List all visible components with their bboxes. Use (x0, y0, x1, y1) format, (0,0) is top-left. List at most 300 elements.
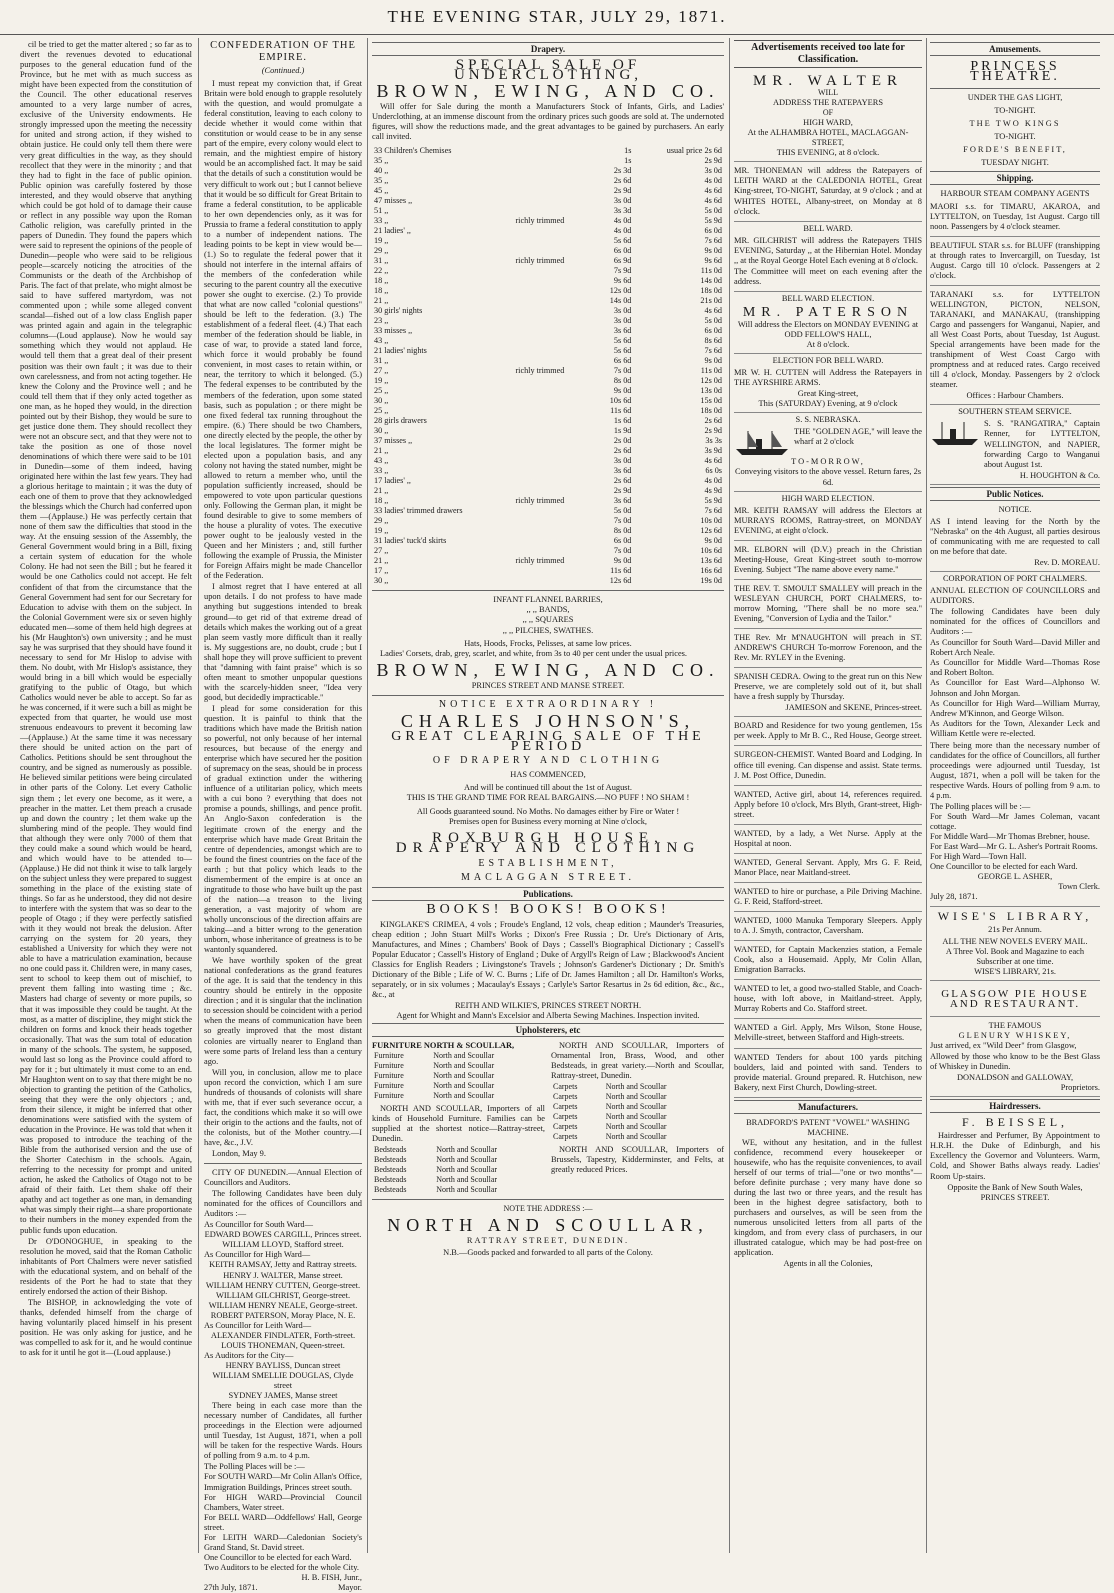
list-item (551, 1082, 724, 1092)
table-cell (513, 416, 594, 426)
table-cell: North and Scoullar (605, 1132, 667, 1142)
table-cell: 12s 6d (609, 576, 632, 586)
theatre-line: UNDER THE GAS LIGHT, (967, 93, 1063, 103)
table-cell: North and Scoullar (433, 1091, 495, 1101)
table-cell (513, 566, 594, 576)
polling-place: For South Ward—Mr James Coleman, vacant cottage. (930, 812, 1100, 832)
bedsteads-list (372, 1145, 545, 1195)
flannel-line: INFANT FLANNEL BARRIES, (493, 595, 603, 605)
table-row (372, 576, 724, 586)
table-cell: 8s 0d (613, 376, 632, 386)
table-cell: 5s 9d (704, 496, 722, 506)
divider (372, 1199, 724, 1200)
table-cell: 51 ,, (374, 206, 389, 216)
table-row (372, 156, 724, 166)
ad-title: WISE'S LIBRARY, (937, 908, 1093, 923)
table-cell: 10s 6d (700, 546, 722, 556)
table-cell: Carpets (553, 1122, 578, 1132)
table-row (372, 536, 724, 546)
table-cell (513, 316, 594, 326)
table-cell: 19 ,, (374, 236, 389, 246)
table-cell: 2s 9d (613, 486, 632, 496)
table-cell: 28 girls drawers (374, 416, 427, 426)
table-row (372, 306, 724, 316)
table-cell: 2s 3d (613, 166, 632, 176)
table-cell: 40 ,, (374, 166, 389, 176)
table-row (372, 186, 724, 196)
candidate-line: As Auditors for the Town, Alexander Leck and William Kettle were re-elected. (930, 718, 1100, 738)
table-cell: 37 misses ,, (374, 436, 413, 446)
ad-heading: BELL WARD ELECTION. (781, 293, 875, 303)
ad-text: ANNUAL ELECTION OF COUNCILLORS and AUDITORS. (930, 586, 1100, 606)
table-cell: Carpets (553, 1082, 578, 1092)
section-heading: Drapery. (372, 42, 724, 56)
candidate-line: As Auditors for the City— (204, 1350, 294, 1360)
table-cell: 5s 6d (613, 336, 632, 346)
polling-place: One Councillor to be elected for each Ward. (930, 862, 1078, 872)
article-paragraph: We have worthily spoken of the great national confederations as the grand features of the age. It is said that the tendency in this country should be entirely in the opposite direction ; and it is singular that the inclination to secession should be coincident with a period when the means of communication have been so greatly improved that the most distant colonies are virtually nearer to England than were some parts of Ireland less than a century ago. (204, 956, 362, 1066)
table-cell: North and Scoullar (433, 1081, 495, 1091)
polling-place: For LEITH WARD—Caledonian Society's Grand Stand, St. David street. (204, 1532, 362, 1552)
table-cell (513, 266, 594, 276)
column-rule (367, 38, 368, 1553)
ad-text: There being more than the necessary number of candidates for the office of Councillors, all further proceedings were adjourned until Tuesday, 1st August, 1871, when a poll will be taken for the respective Wards. Hours of polling from 9 a.m. to 4 p.m. (930, 740, 1100, 800)
steamship-icon (930, 419, 980, 447)
ad-heading: HARBOUR STEAM COMPANY AGENTS (940, 189, 1090, 199)
commenced-line: HAS COMMENCED, (510, 769, 586, 779)
ad-wanted (734, 1051, 922, 1098)
table-cell (513, 156, 594, 166)
ad-text: WANTED Tenders for about 100 yards pitching boulders, laid and pointed with sand. Tenders to provide material. Ground prepared. R. Hutchison, new Bakery, next First Church, Dowling-street. (734, 1052, 922, 1092)
table-row (372, 206, 724, 216)
table-cell: 18s 0d (700, 406, 722, 416)
table-cell: 10s 6d (609, 396, 632, 406)
table-row (372, 566, 724, 576)
table-row (372, 416, 724, 426)
notice-intro: The following Candidates have been duly nominated for the offices of Councillors and Auditors :— (204, 1189, 362, 1219)
table-cell: North and Scoullar (436, 1185, 498, 1195)
table-cell (513, 516, 594, 526)
table-row (372, 386, 724, 396)
table-row (372, 486, 724, 496)
ad-line: GEORGE L. ASHER, (977, 872, 1053, 882)
notice-heading: CITY OF DUNEDIN.—Annual Election of Councillors and Auditors. (204, 1168, 362, 1188)
table-cell: 3s 3s (705, 436, 722, 446)
candidate-line: SYDNEY JAMES, Manse street (228, 1391, 338, 1401)
table-cell: Furniture (374, 1081, 404, 1091)
ad-line: At 8 o'clock. (806, 340, 850, 350)
table-cell: Bedsteads (374, 1175, 407, 1185)
ad-line: Great King-street, (797, 389, 859, 399)
article-paragraph: I almost regret that I have entered at all upon details. I do not profess to have made anything but suggestions intended to break ground—to get rid of that extreme dread of details which makes the working out of a great plan seem vastly more difficult than it really is. My suggestions are, no doubt, crude ; but I shall hope they will prove sufficient to prevent that "damning with faint praise" which is so often meant to smother unpopular questions with the scarcely-hidden sneer, "Idea very good, but decidedly impracticable." (204, 582, 362, 702)
table-cell (513, 396, 594, 406)
table-cell (513, 246, 594, 256)
ad-line: THIS EVENING, at 8 o'clock. (776, 148, 880, 158)
list-item (372, 1165, 545, 1175)
table-row (372, 236, 724, 246)
table-cell: 11s 0d (700, 266, 722, 276)
table-cell: 1s (624, 146, 632, 156)
ad-line: H. HOUGHTON & Co. (1019, 470, 1100, 480)
rattray-line: RATTRAY STREET, DUNEDIN. (466, 1236, 630, 1246)
ad-wanted (734, 788, 922, 825)
table-cell: 6s 9d (613, 256, 632, 266)
establishment-line: ESTABLISHMENT, (478, 858, 618, 870)
nb-line: N.B.—Goods packed and forwarded to all parts of the Colony. (443, 1248, 653, 1258)
table-cell: 8s 0d (613, 526, 632, 536)
table-cell: richly trimmed (515, 256, 565, 266)
table-row (372, 256, 724, 266)
table-cell (513, 426, 594, 436)
candidate-line: As Councillor for High Ward—William Murray, Andrew M'Kinnon, and George Wilson. (930, 698, 1100, 718)
candidate-line: WILLIAM GILCHRIST, George-street. (215, 1290, 351, 1300)
ns-iron: NORTH AND SCOULLAR, Importers of Ornamental Iron, Brass, Wood, and other Bedsteads, in great variety.—North and Scoullar, Rattray-street, Dunedin. (551, 1041, 724, 1081)
ad-headline: SPECIAL SALE OF UNDERCLOTHING, (453, 57, 643, 84)
ad-text: MAORI s.s. for TIMARU, AKAROA, and LYTTELTON, on Tuesday, 1st August. Cargo till noon. Passengers by 4 o'clock steamer. (930, 201, 1100, 231)
table-cell: 30 ,, (374, 426, 389, 436)
table-cell (513, 346, 594, 356)
polling-place: One Councillor to be elected for each Ward. (204, 1552, 352, 1562)
corsets-line: Ladies' Corsets, drab, grey, scarlet, and white, from 3s to 40 per cent under the usual prices. (380, 648, 688, 658)
ad-port-chalmers (930, 584, 1100, 906)
table-cell: 21 ladies' nights (374, 346, 427, 356)
list-item (551, 1092, 724, 1102)
table-cell: 29 ,, (374, 246, 389, 256)
table-cell: North and Scoullar (433, 1061, 495, 1071)
table-row (372, 366, 724, 376)
table-cell: North and Scoullar (436, 1175, 498, 1185)
ns-left (372, 1041, 545, 1195)
polling-place: For HIGH WARD—Provincial Council Chambers, Water street. (204, 1492, 362, 1512)
table-cell: 35 ,, (374, 176, 389, 186)
carpets-list (551, 1082, 724, 1142)
table-row (372, 546, 724, 556)
table-cell: richly trimmed (515, 496, 565, 506)
candidate-line: WILLIAM HENRY NEALE, George-street. (208, 1300, 358, 1310)
table-cell: Carpets (553, 1112, 578, 1122)
ad-line: OF (822, 108, 834, 118)
ad-maori (930, 200, 1100, 237)
table-cell: 6s 0d (704, 326, 722, 336)
ad-line: TO-MORROW, (791, 457, 865, 467)
table-cell: 33 Children's Chemises (374, 146, 452, 156)
table-cell: North and Scoullar (605, 1102, 667, 1112)
ad-text: AS I intend leaving for the North by the "Nebraska" on the 4th August, all parties desirous of communicating with me are requested to call on me before that date. (930, 516, 1100, 556)
table-cell: 21 ,, (374, 446, 389, 456)
list-item (372, 1155, 545, 1165)
table-cell: Furniture (374, 1091, 404, 1101)
ad-text: Allowed by those who know to be the Best Glass of Whiskey in Dunedin. (930, 1052, 1100, 1072)
table-cell: 9s 0d (704, 536, 722, 546)
ad-glasgow (930, 983, 1100, 1017)
ad-text: SPANISH CEDRA. Owing to the great run on this New Preserve, we are completely sold out of it, but shall have a fresh supply by Thursday. (734, 672, 922, 702)
candidate-line: As Councillor for Leith Ward— (204, 1320, 312, 1330)
article-paragraph: The BISHOP, in acknowledging the vote of thanks, defended himself from the charge of having voluntarily placed himself in his present position. He was only asking for justice, and he was compelled to ask for it, and he would continue to ask for it until he got it—(Loud applause.) (20, 1297, 192, 1358)
steamship-icon (734, 427, 790, 457)
table-cell: 33 misses ,, (374, 326, 413, 336)
table-cell: usual price 2s 6d (666, 146, 722, 156)
candidate-line: WILLIAM LLOYD, Stafford street. (222, 1240, 344, 1250)
list-item (372, 1081, 545, 1091)
column-4 (734, 40, 922, 1552)
table-cell: 2s 6d (613, 176, 632, 186)
ad-text: MR. GILCHRIST will address the Ratepayers THIS EVENING, Saturday ,, at the Hibernian Hotel. Monday ,, at the Royal George Hotel Each evening at 8 o'clock. (734, 235, 922, 265)
ad-title: F. BEISSEL, (961, 1115, 1069, 1130)
table-cell: 11s 0d (700, 366, 722, 376)
price-table (372, 146, 724, 586)
section-heading: Publications. (372, 887, 724, 901)
table-cell: 29 ,, (374, 516, 389, 526)
table-cell: 9s 0d (704, 246, 722, 256)
table-cell: 6s 6d (613, 356, 632, 366)
ad-mcnaughton (734, 631, 922, 668)
table-cell: North and Scoullar (605, 1092, 667, 1102)
table-row (372, 526, 724, 536)
table-cell: 4s 6d (704, 196, 722, 206)
article-paragraph: I plead for some consideration for this question. It is painful to think that the traditions which have made the British nation so powerful, not only because of her internal resources, but because of the energy and enterprise which have secured her the position of supremacy on the seas, should be in process of gradual extinction under the withering influence of a utilitarian policy, which meets with a cui bono ? everything that does not promise a pounds, shillings, and pence profit. An Anglo-Saxon confederation is the legitimate crown of the energy and the enterprise which have made Great Britain the centre of dependencies, amongst which are to be found the finest countries on the face of the earth ; but that policy which leads to the dismemberment of the empire is at once an ingratitude to those who have built up the past of the nation—a treason to the living generation, a vast majority of whom are wholly unconscious of the direction affairs are taking—and a bitter wrong to the generation unborn, whose inheritance of greatness is to be wantonly squandered. (204, 703, 362, 955)
table-row (372, 376, 724, 386)
list-item (372, 1175, 545, 1185)
table-row (372, 216, 724, 226)
table-row (372, 456, 724, 466)
theatre-line: TUESDAY NIGHT. (981, 158, 1049, 168)
ad-thoneman (734, 164, 922, 221)
list-item (372, 1071, 545, 1081)
ad-text: SURGEON-CHEMIST. Wanted Board and Lodging. In office till evening. Can dispense and assist. State terms. J. M. Post Office, Dunedin. (734, 750, 922, 780)
table-cell: Furniture (374, 1051, 404, 1061)
table-cell: 7s 0d (613, 546, 632, 556)
ad-wanted (734, 1021, 922, 1048)
books-body: KINGLAKE'S CRIMEA, 4 vols ; Froude's England, 12 vols, cheap edition ; Maunder's Treasuries, cheap edition ; John Stuart Mill's Works ; Dixon's Free Russia ; Dr. Ure's Dictionary of Arts, Manufactures, and Mines ; Chambers' Book of Days ; Cassell's Biographical Dictionary ; Cassell's Popular Educator ; Cassell's History of England ; Duke of Argyll's Reign of Law ; Blackwood's Ancient Classics for English Readers ; Livingstone's Travels ; Johnson's Gardener's Dictionary ; Dr. Smith's Dictionary of the Bible ; Life of W. C. Burns ; Life of Dr. James Hamilton ; all Dr. Hamilton's Works, separately, or in six volumes ; Macaulay's Essays ; Carlyle's Sartor Resartus in 2s 6d edition, &c., &c., &c., at (372, 919, 724, 999)
ad-paterson (734, 304, 922, 354)
candidate-line: KEITH RAMSAY, Jetty and Rattray streets. (209, 1260, 357, 1270)
ad-text: THE "GOLDEN AGE," will leave the wharf at 2 o'clock (794, 427, 922, 447)
ad-heading: CORPORATION OF PORT CHALMERS. (942, 574, 1088, 584)
table-cell (513, 456, 594, 466)
ad-line: Agents in all the Colonies, (783, 1259, 873, 1269)
table-cell: 3s 0d (613, 456, 632, 466)
candidate-line: EDWARD BOWES CARGILL, Princes street. (204, 1230, 362, 1240)
table-cell: 9s 6d (704, 256, 722, 266)
table-cell: 31 ,, (374, 256, 389, 266)
note-address: NOTE THE ADDRESS :— (503, 1204, 593, 1214)
ns-importers: NORTH AND SCOULLAR, Importers of all kinds of Household Furniture. Families can be supplied at the shortest notice—Rattray-street, Dunedin. (372, 1104, 545, 1144)
ad-text: THE REV. T. SMOULT SMALLEY will preach in the WESLEYAN CHURCH, PORT CHALMERS, to-morrow Morning, "There shall be no more sea." Evening, "Conversion of Lydia and the Tailor." (734, 583, 922, 624)
table-cell: Bedsteads (374, 1145, 407, 1155)
theatre-line: TO-NIGHT. (994, 132, 1036, 142)
table-cell (513, 226, 594, 236)
section-heading: Public Notices. (930, 487, 1100, 501)
roxburgh-heading: ROXBURGH HOUSE, DRAPERY AND CLOTHING (395, 830, 701, 857)
ad-line: Offices : Harbour Chambers. (966, 391, 1064, 401)
ad-text: WANTED, 1000 Manuka Temporary Sleepers. Apply to A. J. Smyth, contractor, Caversham. (734, 916, 922, 936)
table-cell: 21 ladies' ,, (374, 226, 411, 236)
ad-beautiful-star (930, 239, 1100, 286)
ad-taranaki (930, 288, 1100, 406)
table-cell: 1s 6d (613, 416, 632, 426)
table-cell: 22 ,, (374, 266, 389, 276)
table-cell: 2s 6d (613, 476, 632, 486)
candidate-line: WILLIAM SMELLIE DOUGLAS, Clyde street (212, 1371, 354, 1391)
hats-line: Hats, Hoods, Frocks, Pelisses, at same low prices. (464, 638, 632, 648)
table-cell (513, 306, 594, 316)
furniture-list (372, 1051, 545, 1101)
table-cell: 35 ,, (374, 156, 389, 166)
furniture-head: FURNITURE NORTH & SCOULLAR, (372, 1041, 515, 1051)
table-cell: 9s 0d (613, 386, 632, 396)
candidate-line: As Councillor for Middle Ward—Thomas Rose and Robert Bolton. (930, 658, 1100, 678)
divider (372, 590, 724, 591)
reith-line: REITH AND WILKIE'S, PRINCES STREET NORTH. (454, 1000, 642, 1010)
table-cell: 30 girls' nights (374, 306, 423, 316)
ad-wanted (734, 982, 922, 1019)
theatre-line: FORDE'S BENEFIT, (963, 145, 1067, 155)
column-2 (204, 40, 362, 1592)
table-cell: 33 ,, (374, 466, 389, 476)
table-row (372, 426, 724, 436)
table-cell: Carpets (553, 1092, 578, 1102)
table-row (372, 516, 724, 526)
polling-place: For SOUTH WARD—Mr Colin Allan's Office, Immigration Buildings, Princes street south. (204, 1472, 362, 1492)
continued-line: And will be continued till about the 1st of August. (464, 783, 632, 793)
section-heading: Shipping. (930, 171, 1100, 185)
ad-line: 21s Per Annum. (988, 924, 1042, 934)
ad-text: MR. THONEMAN will address the Ratepayers of LEITH WARD at the CALEDONIA HOTEL, Great King-street, TO-NIGHT, Saturday, at 9 o'clock ; and at WHITES HOTEL, Albany-street, on Monday at 8 o'clock. (734, 166, 922, 216)
candidate-line: LOUIS THONEMAN, Queen-street. (221, 1340, 345, 1350)
table-cell (513, 356, 594, 366)
ad-line: Proprietors. (1060, 1083, 1100, 1093)
table-row (372, 266, 724, 276)
table-cell: 13s 6d (700, 556, 722, 566)
table-cell: 4s 0d (613, 226, 632, 236)
ad-text: Hairdresser and Perfumer, By Appointment to H.R.H. the Duke of Edinburgh, and his Excellency the Governor and Volunteers. Warm, Cold, and Shower Baths always ready. Ladies' Room Up-stairs. (930, 1131, 1100, 1181)
table-cell: 31 ladies' tuck'd skirts (374, 536, 447, 546)
table-cell: 4s 6d (704, 306, 722, 316)
table-cell: 7s 6d (704, 346, 722, 356)
ad-line: Opposite the Bank of New South Wales, (947, 1182, 1083, 1192)
ad-text: WANTED to hire or purchase, a Pile Driving Machine. G. F. Reid, Stafford-street. (734, 886, 922, 906)
table-row (372, 356, 724, 366)
table-cell: 33 ,, (374, 216, 389, 226)
ad-line: PRINCES STREET. (980, 1192, 1050, 1202)
table-cell: 14s 0d (609, 296, 632, 306)
table-cell (513, 526, 594, 536)
table-cell (513, 376, 594, 386)
table-cell: 6s 0d (704, 226, 722, 236)
article-title: CONFEDERATION OF THE EMPIRE. (210, 40, 356, 63)
article-subtitle: (Continued.) (261, 66, 305, 75)
table-row (372, 166, 724, 176)
ad-text: MR. ELBORN will (D.V.) preach in the Christian Meeting-House, Great King-street south to-morrow Evening. Subject "The name above every name." (734, 544, 922, 574)
table-cell: 25 ,, (374, 406, 389, 416)
table-row (372, 326, 724, 336)
table-cell: 12s 0d (700, 376, 722, 386)
divider (204, 1163, 362, 1164)
maclaggan-line: MACLAGGAN STREET. (461, 872, 635, 884)
ad-heading: SOUTHERN STEAM SERVICE. (958, 407, 1072, 417)
table-cell: richly trimmed (515, 216, 565, 226)
section-heading: Manufacturers. (734, 1100, 922, 1114)
table-row (372, 396, 724, 406)
list-item (372, 1061, 545, 1071)
ad-smalley (734, 582, 922, 629)
table-cell: 27 ,, (374, 366, 389, 376)
table-row (372, 406, 724, 416)
table-cell: 43 ,, (374, 456, 389, 466)
table-cell: 43 ,, (374, 336, 389, 346)
table-cell: 11s 6d (610, 566, 632, 576)
table-cell: 3s 0d (613, 306, 632, 316)
ad-heading: NOTICE. (998, 504, 1032, 514)
table-cell: 4s 0d (613, 216, 632, 226)
table-cell (513, 476, 594, 486)
divider (372, 695, 724, 696)
table-cell: 3s 9d (704, 446, 722, 456)
table-cell (513, 146, 594, 156)
table-cell (513, 446, 594, 456)
ad-text: TARANAKI s.s. for LYTTELTON WELLINGTON, PICTON, NELSON, TARANAKI, and MANAKAU, (transhipping Cargo and passengers for Wanganui, Napier, and all West Coast Ports, about Tuesday, 1st August. Special arrangements have been made for the transhipment of West Coast Cargo with promptness and at reduced rates. Cargo received till 4 o'clock, Monday. Passengers by 2 o'clock steamer. (930, 289, 1100, 390)
table-cell: richly trimmed (515, 556, 565, 566)
ad-line: July 28, 1871. (930, 892, 978, 902)
candidate-line: As Councillor for High Ward— (204, 1250, 311, 1260)
ad-wanted (734, 827, 922, 854)
table-cell: 4s 0d (704, 476, 722, 486)
guaranteed-line: All Goods guaranteed sound. No Moths. No damages either by Fire or Water ! (416, 807, 680, 817)
ns-big: NORTH AND SCOULLAR, (387, 1215, 709, 1236)
table-cell: 6s 0d (613, 246, 632, 256)
table-cell: 14s 0d (700, 276, 722, 286)
table-cell: Furniture (374, 1071, 404, 1081)
table-cell: 19 ,, (374, 526, 389, 536)
table-cell: North and Scoullar (436, 1155, 498, 1165)
table-cell: North and Scoullar (605, 1122, 667, 1132)
column-rule (198, 38, 199, 1553)
column-1 (20, 40, 192, 1552)
table-cell: 2s 9d (704, 156, 722, 166)
table-cell (513, 336, 594, 346)
ad-line: DONALDSON and GALLOWAY, (956, 1073, 1074, 1083)
table-cell (513, 466, 594, 476)
table-cell: 10s 0d (700, 516, 722, 526)
candidate-line: HENRY J. WALTER, Manse street. (223, 1270, 343, 1280)
notice-body: There being in each case more than the necessary number of Candidates, all further proceedings in the Election were adjourned until Tuesday, 1st August, 1871, when a poll will be taken for the respective Wards. Hours of polling from 9 a.m. to 4 p.m. (204, 1401, 362, 1461)
ad-title: MR. PATERSON (742, 304, 914, 320)
table-cell: North and Scoullar (433, 1051, 495, 1061)
table-cell: North and Scoullar (433, 1071, 495, 1081)
table-cell: richly trimmed (515, 366, 565, 376)
ad-line: Town Clerk. (1058, 882, 1100, 892)
table-cell: 1s (624, 156, 632, 166)
table-cell: 21 ,, (374, 486, 389, 496)
clearing-sale: GREAT CLEARING SALE OF THE PERIOD (391, 728, 705, 754)
table-row (372, 446, 724, 456)
polling-place: For Middle Ward—Mr Thomas Brebner, house. (930, 832, 1090, 842)
table-cell (513, 276, 594, 286)
table-cell: 3s 3d (613, 206, 632, 216)
table-cell: North and Scoullar (605, 1082, 667, 1092)
ad-ramsay (734, 504, 922, 541)
table-cell: 33 ladies' trimmed drawers (374, 506, 463, 516)
table-cell: North and Scoullar (605, 1112, 667, 1122)
table-cell (513, 536, 594, 546)
table-row (372, 226, 724, 236)
ad-text: MR. KEITH RAMSAY will address the Electors at MURRAYS ROOMS, Rattray-street, on MONDAY EVENING, at eight o'clock. (734, 505, 922, 535)
ad-line: Conveying visitors to the above vessel. Return fares, 2s 6d. (734, 467, 922, 487)
table-row (372, 476, 724, 486)
table-cell: 4s 6d (704, 186, 722, 196)
list-item (372, 1091, 545, 1101)
ad-line: HIGH WARD, (803, 118, 853, 128)
